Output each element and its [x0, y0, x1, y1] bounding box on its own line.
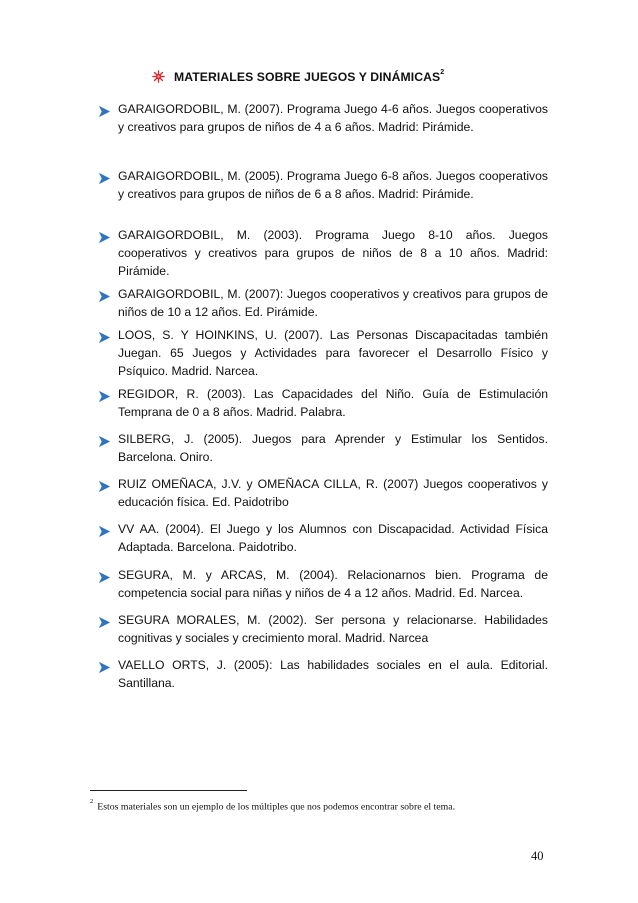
- blue-arrow-bullet-icon: [98, 331, 111, 344]
- footnote-text: Estos materiales son un ejemplo de los múltiples que nos podemos encontrar sobre el tema.: [97, 801, 456, 813]
- blue-arrow-bullet-icon: [98, 616, 111, 629]
- footnote-separator: [90, 790, 247, 791]
- blue-arrow-bullet-icon: [98, 435, 111, 448]
- blue-arrow-bullet-icon: [98, 172, 111, 185]
- blue-arrow-bullet-icon: [98, 525, 111, 538]
- reference-item: GARAIGORDOBIL, M. (2005). Programa Juego 6-8 años. Juegos cooperativos y creativos para grupos de niños de 6 a 8 años. Madrid: Pirámide.: [118, 169, 548, 201]
- blue-arrow-bullet-icon: [98, 390, 111, 403]
- heading-text: MATERIALES SOBRE JUEGOS Y DINÁMICAS: [174, 70, 441, 84]
- reference-item: GARAIGORDOBIL, M. (2007). Programa Juego 4-6 años. Juegos cooperativos y creativos para grupos de niños de 4 a 6 años. Madrid: Pirámide.: [118, 102, 548, 134]
- page-number: 40: [531, 849, 544, 863]
- reference-item: VAELLO ORTS, J. (2005): Las habilidades sociales en el aula. Editorial. Santillana.: [118, 658, 548, 690]
- reference-item: VV AA. (2004). El Juego y los Alumnos con Discapacidad. Actividad Física Adaptada. Barcelona. Paidotribo.: [118, 522, 548, 554]
- reference-item: SEGURA, M. y ARCAS, M. (2004). Relacionarnos bien. Programa de competencia social para niñas y niños de 4 a 12 años. Madrid. Ed. Narcea.: [118, 568, 548, 600]
- footnote: [90, 800, 610, 812]
- reference-item: LOOS, S. Y HOINKINS, U. (2007). Las Personas Discapacitadas también Juegan. 65 Juegos y Actividades para favorecer el Desarrollo Físico y Psíquico. Madrid. Narcea.: [118, 328, 548, 378]
- red-star-icon: [152, 70, 165, 83]
- blue-arrow-bullet-icon: [98, 231, 111, 244]
- reference-item: GARAIGORDOBIL, M. (2007): Juegos cooperativos y creativos para grupos de niños de 10 a 12 años. Ed. Pirámide.: [118, 287, 548, 319]
- heading-footnote-mark: 2: [440, 69, 445, 76]
- section-heading: [152, 70, 444, 84]
- reference-item: REGIDOR, R. (2003). Las Capacidades del Niño. Guía de Estimulación Temprana de 0 a 8 años. Madrid. Palabra.: [118, 387, 548, 419]
- blue-arrow-bullet-icon: [98, 290, 111, 303]
- blue-arrow-bullet-icon: [98, 480, 111, 493]
- blue-arrow-bullet-icon: [98, 105, 111, 118]
- reference-item: SEGURA MORALES, M. (2002). Ser persona y relacionarse. Habilidades cognitivas y sociales y crecimiento moral. Madrid. Narcea: [118, 613, 548, 645]
- blue-arrow-bullet-icon: [98, 661, 111, 674]
- footnote-mark: 2: [90, 798, 94, 805]
- reference-item: SILBERG, J. (2005). Juegos para Aprender y Estimular los Sentidos. Barcelona. Oniro.: [118, 432, 548, 464]
- reference-item: RUIZ OMEÑACA, J.V. y OMEÑACA CILLA, R. (2007) Juegos cooperativos y educación física. Ed. Paidotribo: [118, 477, 548, 509]
- blue-arrow-bullet-icon: [98, 571, 111, 584]
- reference-item: GARAIGORDOBIL, M. (2003). Programa Juego 8-10 años. Juegos cooperativos y creativos para grupos de niños de 8 a 10 años. Madrid: Pirámide.: [118, 228, 548, 278]
